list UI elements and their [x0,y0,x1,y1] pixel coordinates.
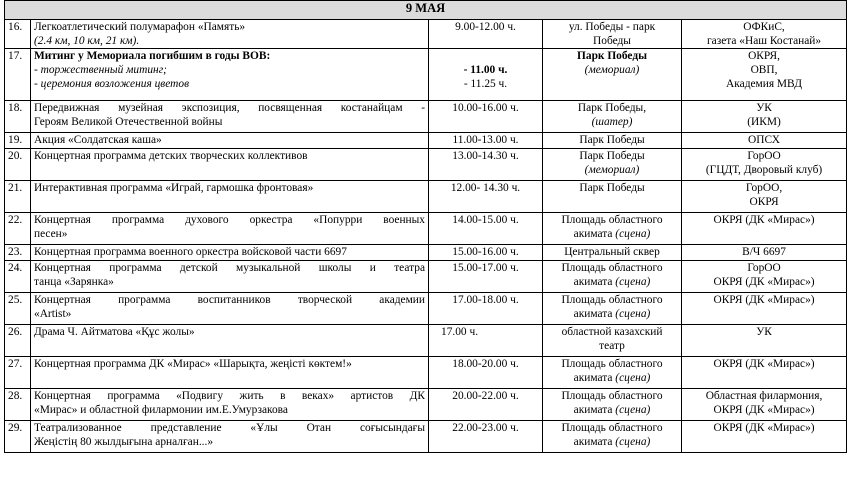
row-number: 27. [5,357,31,389]
event-cell: Легкоатлетический полумарафон «Память» (2.4 км, 10 км, 21 км). [31,20,429,49]
event-cell: Акция «Солдатская каша» [31,133,429,149]
events-schedule-table [4,0,847,453]
row-number: 18. [5,101,31,133]
organizer-cell: ГорОО (ГЦДТ, Дворовый клуб) [682,149,847,181]
time-cell: 10.00-16.00 ч. [429,101,543,133]
place-cell: Площадь областного акимата (сцена) [543,293,682,325]
table-row [5,181,847,213]
time-cell: 17.00-18.00 ч. [429,293,543,325]
table-row [5,261,847,293]
organizer-cell: ОПСХ [682,133,847,149]
event-cell: Концертная программа детской музыкальной школы и театра танца «Зарянка» [31,261,429,293]
table-row [5,293,847,325]
organizer-cell: ОКРЯ, ОВП, Академия МВД [682,49,847,101]
table-row [5,421,847,453]
organizer-cell: ОФКиС, газета «Наш Костанай» [682,20,847,49]
place-cell: Парк Победы (мемориал) [543,149,682,181]
organizer-cell: ОКРЯ (ДК «Мирас») [682,293,847,325]
place-cell: Парк Победы, (шатер) [543,101,682,133]
place-cell: Центральный сквер [543,245,682,261]
row-number: 29. [5,421,31,453]
row-number: 24. [5,261,31,293]
time-cell: 17.00 ч. [429,325,543,357]
table-row [5,149,847,181]
organizer-cell: ОКРЯ (ДК «Мирас») [682,357,847,389]
row-number: 22. [5,213,31,245]
event-cell: Концертная программа военного оркестра войсковой части 6697 [31,245,429,261]
place-cell: Парк Победы [543,181,682,213]
place-cell: Парк Победы [543,133,682,149]
place-note: (сцена) [615,228,651,240]
organizer-cell: ГорОО, ОКРЯ [682,181,847,213]
event-cell: Концертная программа ДК «Мирас» «Шарықта, жеңісті көктем!» [31,357,429,389]
row-number: 26. [5,325,31,357]
place-note: (сцена) [615,404,651,416]
table-row [5,325,847,357]
row-number: 16. [5,20,31,49]
time-cell: - 11.00 ч. - 11.25 ч. [429,49,543,101]
organizer-cell: ГорОО ОКРЯ (ДК «Мирас») [682,261,847,293]
table-row [5,20,847,49]
organizer-cell: ОКРЯ (ДК «Мирас») [682,421,847,453]
time-cell: 11.00-13.00 ч. [429,133,543,149]
event-cell: Передвижная музейная экспозиция, посвященная костанайцам - Героям Великой Отечественной войны [31,101,429,133]
table-row [5,389,847,421]
table-row [5,49,847,101]
event-cell: Концертная программа воспитанников творческой академии «Artist» [31,293,429,325]
row-number: 28. [5,389,31,421]
place-cell: Площадь областного акимата (сцена) [543,357,682,389]
organizer-cell: В/Ч 6697 [682,245,847,261]
event-cell: Театрализованное представление «Ұлы Отан соғысындағы Жеңістің 80 жылдығына арналған...» [31,421,429,453]
event-cell: Митинг у Мемориала погибшим в годы ВОВ: - торжественный митинг; - церемония возложения цветов [31,49,429,101]
event-cell: Концертная программа детских творческих коллективов [31,149,429,181]
place-cell: Площадь областного акимата (сцена) [543,389,682,421]
event-cell: Интерактивная программа «Играй, гармошка фронтовая» [31,181,429,213]
table-row [5,357,847,389]
place-cell: областной казахский театр [543,325,682,357]
place-note: (сцена) [615,436,651,448]
row-number: 25. [5,293,31,325]
event-cell: Концертная программа духового оркестра «Попурри военных песен» [31,213,429,245]
date-header: 9 МАЯ [5,1,847,20]
row-number: 23. [5,245,31,261]
event-cell: Концертная программа «Подвигу жить в веках» артистов ДК «Мирас» и областной филармонии им.Е.Умурзакова [31,389,429,421]
time-cell: 15.00-17.00 ч. [429,261,543,293]
place-cell: Площадь областного акимата (сцена) [543,421,682,453]
organizer-cell: Областная филармония, ОКРЯ (ДК «Мирас») [682,389,847,421]
event-cell: Драма Ч. Айтматова «Құс жолы» [31,325,429,357]
place-cell: Площадь областного акимата (сцена) [543,261,682,293]
table-row [5,213,847,245]
row-number: 20. [5,149,31,181]
time-cell: 18.00-20.00 ч. [429,357,543,389]
row-number: 21. [5,181,31,213]
row-number: 17. [5,49,31,101]
time-cell: 20.00-22.00 ч. [429,389,543,421]
organizer-cell: УК (ИКМ) [682,101,847,133]
organizer-cell: ОКРЯ (ДК «Мирас») [682,213,847,245]
place-note: (сцена) [615,308,651,320]
place-note: (сцена) [615,372,651,384]
time-cell: 15.00-16.00 ч. [429,245,543,261]
time-cell: 14.00-15.00 ч. [429,213,543,245]
place-cell: Площадь областного акимата (сцена) [543,213,682,245]
place-cell: Парк Победы (мемориал) [543,49,682,101]
time-cell: 13.00-14.30 ч. [429,149,543,181]
date-header-row [5,1,847,20]
table-row [5,101,847,133]
time-cell: 12.00- 14.30 ч. [429,181,543,213]
organizer-cell: УК [682,325,847,357]
table-row [5,245,847,261]
row-number: 19. [5,133,31,149]
time-cell: 22.00-23.00 ч. [429,421,543,453]
table-row [5,133,847,149]
place-note: (сцена) [615,276,651,288]
time-cell: 9.00-12.00 ч. [429,20,543,49]
place-cell: ул. Победы - парк Победы [543,20,682,49]
